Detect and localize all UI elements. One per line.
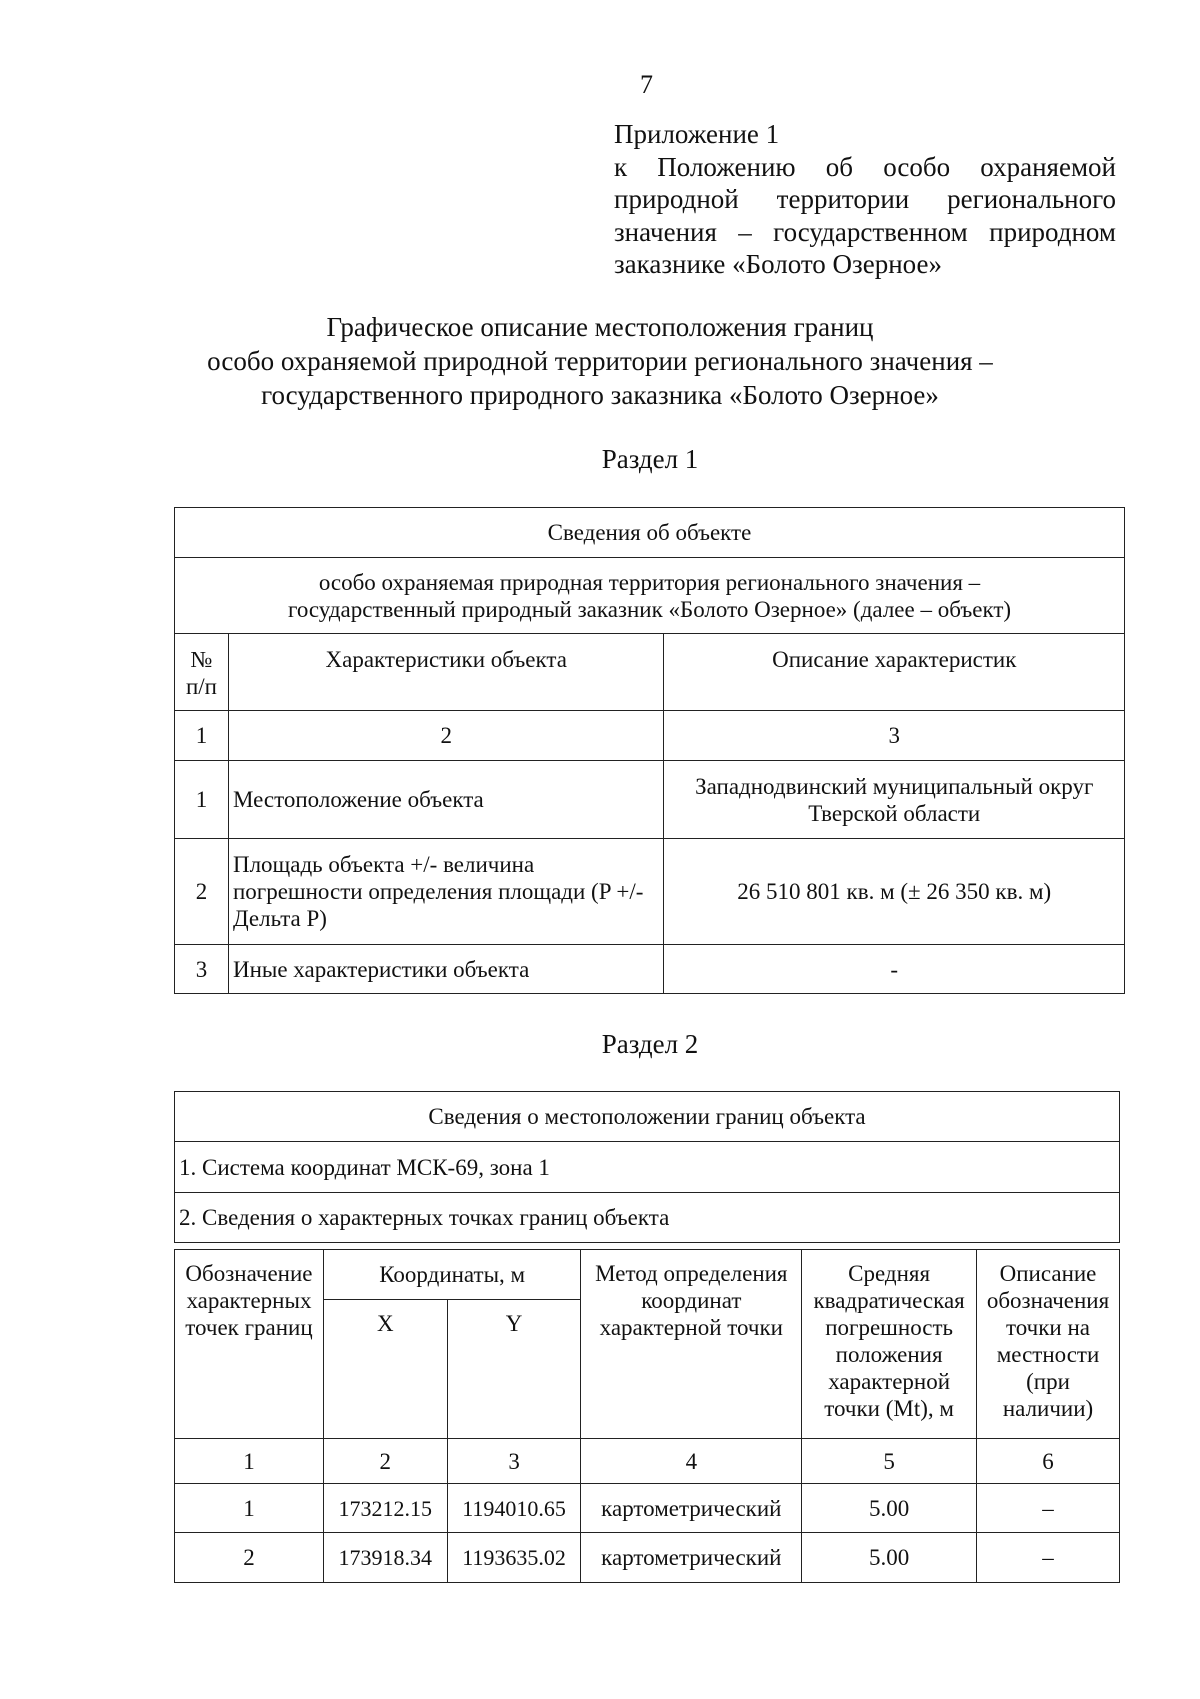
point-2-designation: 2 (175, 1533, 324, 1583)
row-2-number: 2 (175, 839, 229, 945)
coordinate-system: 1. Система координат МСК-69, зона 1 (175, 1142, 1120, 1193)
header-y: Y (447, 1300, 581, 1439)
row-1-characteristic: Местоположение объекта (228, 761, 664, 839)
boundary-points-table (174, 1249, 1120, 1583)
appendix-reference (614, 118, 1116, 281)
row-1-description: Западнодвинский муниципальный округ Тверской области (664, 761, 1125, 839)
point-1-method: картометрический (581, 1484, 802, 1533)
header-characteristic: Характеристики объекта (228, 634, 664, 711)
point-1-description: – (977, 1484, 1120, 1533)
header-point-designation: Обозначение характерных точек границ (175, 1250, 324, 1439)
point-1-x: 173212.15 (323, 1484, 447, 1533)
object-name (175, 558, 1125, 634)
boundary-info-table (174, 1091, 1120, 1243)
point-2-x: 173918.34 (323, 1533, 447, 1583)
point-2-method: картометрический (581, 1533, 802, 1583)
document-title (160, 310, 1040, 412)
point-1-error: 5.00 (802, 1484, 977, 1533)
appendix-line-1: Приложение 1 (614, 119, 780, 149)
points-column-number-6: 6 (977, 1439, 1120, 1484)
header-point-description: Описание обозначения точки на местности (при наличии) (977, 1250, 1120, 1439)
header-mean-error: Средняя квадратическая погрешность положения характерной точки (Mt), м (802, 1250, 977, 1439)
appendix-line-2: к Положению об особо охраняемой (614, 151, 1116, 182)
points-column-number-2: 2 (323, 1439, 447, 1484)
points-column-number-1: 1 (175, 1439, 324, 1484)
point-2-y: 1193635.02 (447, 1533, 581, 1583)
point-1-y: 1194010.65 (447, 1484, 581, 1533)
row-3-description: - (664, 945, 1125, 994)
column-number-2: 2 (228, 711, 664, 761)
header-x: X (323, 1300, 447, 1439)
points-column-number-5: 5 (802, 1439, 977, 1484)
object-name-line-1: особо охраняемая природная территория регионального значения – (318, 569, 981, 595)
page-number: 7 (640, 70, 653, 99)
column-number-3: 3 (664, 711, 1125, 761)
row-2-characteristic: Площадь объекта +/- величина погрешности определения площади (P +/- Дельта P) (228, 839, 664, 945)
title-line-3: государственного природного заказника «Болото Озерное» (261, 380, 939, 410)
boundary-info-title: Сведения о местоположении границ объекта (175, 1092, 1120, 1142)
column-number-1: 1 (175, 711, 229, 761)
header-coordinates: Координаты, м (323, 1250, 581, 1300)
object-info-title: Сведения об объекте (175, 508, 1125, 558)
object-name-line-2: государственный природный заказник «Болото Озерное» (далее – объект) (287, 596, 1012, 622)
header-description: Описание характеристик (664, 634, 1125, 711)
section-2-heading: Раздел 2 (601, 1029, 699, 1059)
point-2-description: – (977, 1533, 1120, 1583)
points-column-number-4: 4 (581, 1439, 802, 1484)
points-column-number-3: 3 (447, 1439, 581, 1484)
row-2-description: 26 510 801 кв. м (± 26 350 кв. м) (664, 839, 1125, 945)
appendix-line-5: заказнике «Болото Озерное» (614, 249, 942, 279)
row-3-number: 3 (175, 945, 229, 994)
header-number: № п/п (175, 634, 229, 711)
points-title: 2. Сведения о характерных точках границ объекта (175, 1193, 1120, 1243)
appendix-line-4: значения – государственном природном (614, 216, 1116, 247)
point-1-designation: 1 (175, 1484, 324, 1533)
appendix-line-3: природной территории регионального (614, 184, 1116, 214)
title-line-1: Графическое описание местоположения границ (326, 312, 874, 342)
title-line-2: особо охраняемой природной территории регионального значения – (207, 346, 993, 376)
object-info-table (174, 507, 1125, 994)
section-1-heading: Раздел 1 (601, 444, 699, 474)
row-1-number: 1 (175, 761, 229, 839)
header-method: Метод определения координат характерной точки (581, 1250, 802, 1439)
point-2-error: 5.00 (802, 1533, 977, 1583)
row-3-characteristic: Иные характеристики объекта (228, 945, 664, 994)
